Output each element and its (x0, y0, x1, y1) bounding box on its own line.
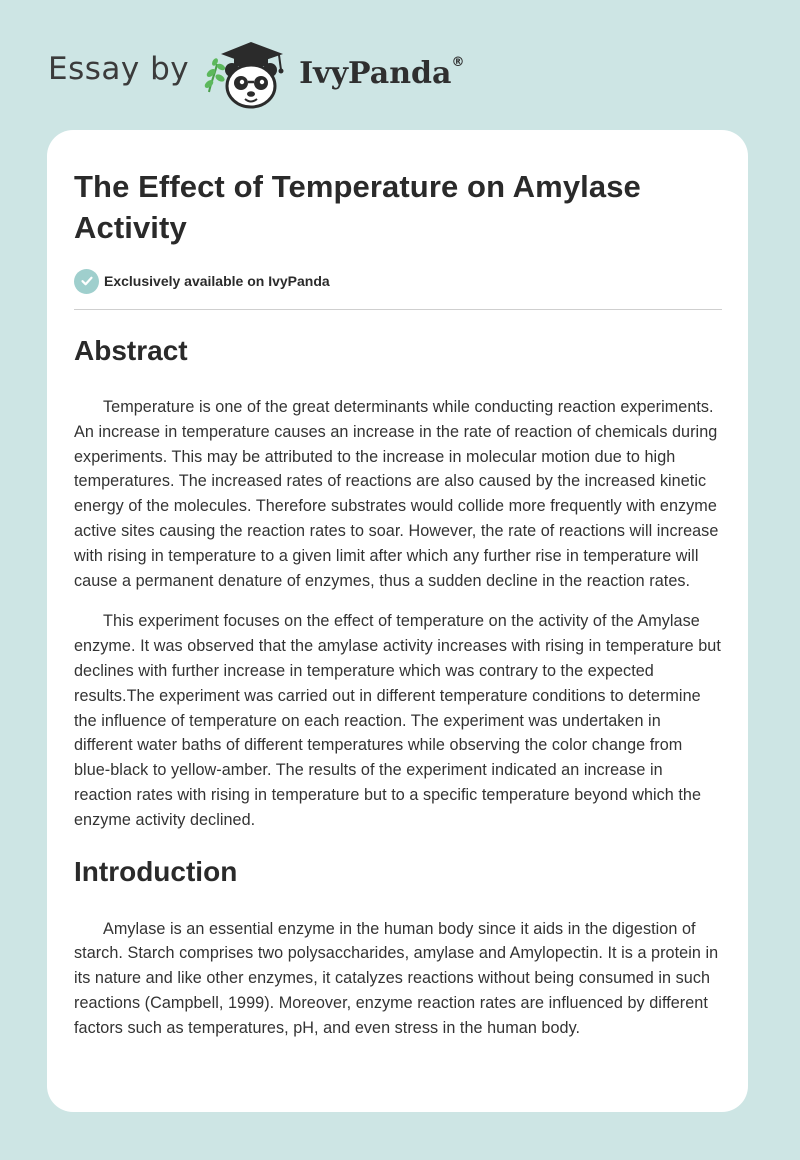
brand-name[interactable] (299, 56, 464, 91)
section-heading-introduction: Introduction (74, 855, 238, 887)
site-header (48, 34, 464, 110)
exclusive-badge (74, 268, 722, 294)
introduction-paragraph-1: Amylase is an essential enzyme in the human body since it aids in the digestion of starch. Starch comprises two polysaccharides, amylase and Amylopectin. It is a protein in its nature and like other enzymes, it catalyzes reactions without being consumed in such reactions (Campbell, 1999). Moreover, enzyme reaction rates are influenced by different factors such as temperatures, pH, and even stress in the human body. (74, 919, 719, 1037)
section-heading-abstract: Abstract (74, 335, 188, 366)
leaf-sprig-icon (203, 57, 226, 92)
registered-mark: ® (451, 54, 465, 70)
brand-name-text: IvyPanda (299, 55, 452, 91)
abstract-paragraph-1: Temperature is one of the great determinants while conducting reaction experiments. An increase in temperature causes an increase in the rate of reaction of chemicals during experiments. This may be attributed to the increase in molecular motion due to high temperatures. The increased rates of reactions are also caused by the increased kinetic energy of the molecules. Therefore substrates would collide more frequently with enzyme active sites causing the reaction rates to soar. However, the rate of reactions will increase with rising in temperature to a given limit after which any further rise in temperature will cause a permanent denature of enzymes, thus a sudden decline in the reaction rates. (74, 398, 719, 590)
exclusive-badge-label: Exclusively available on IvyPanda (104, 273, 330, 289)
abstract-paragraph-2: This experiment focuses on the effect of temperature on the activity of the Amylase enzyme. It was observed that the amylase activity increases with rising in temperature but declines with further increase in temperature which was contrary to the expected results.The experiment was carried out in different temperature conditions to determine the influence of temperature on each reaction. The experiment was undertaken in different water baths of different temperatures while observing the color change from blue-black to yellow-amber. The results of the experiment indicated an increase in reaction rates with rising in temperature but to a specific temperature beyond which the enzyme activity declined. (74, 612, 721, 829)
essay-title: The Effect of Temperature on Amylase Activity (74, 169, 641, 245)
checkmark-icon (74, 269, 99, 294)
title-divider (74, 309, 722, 310)
panda-graduate-logo-icon[interactable] (201, 34, 293, 110)
essay-card (47, 130, 748, 1112)
essay-by-label: Essay by (48, 51, 190, 87)
